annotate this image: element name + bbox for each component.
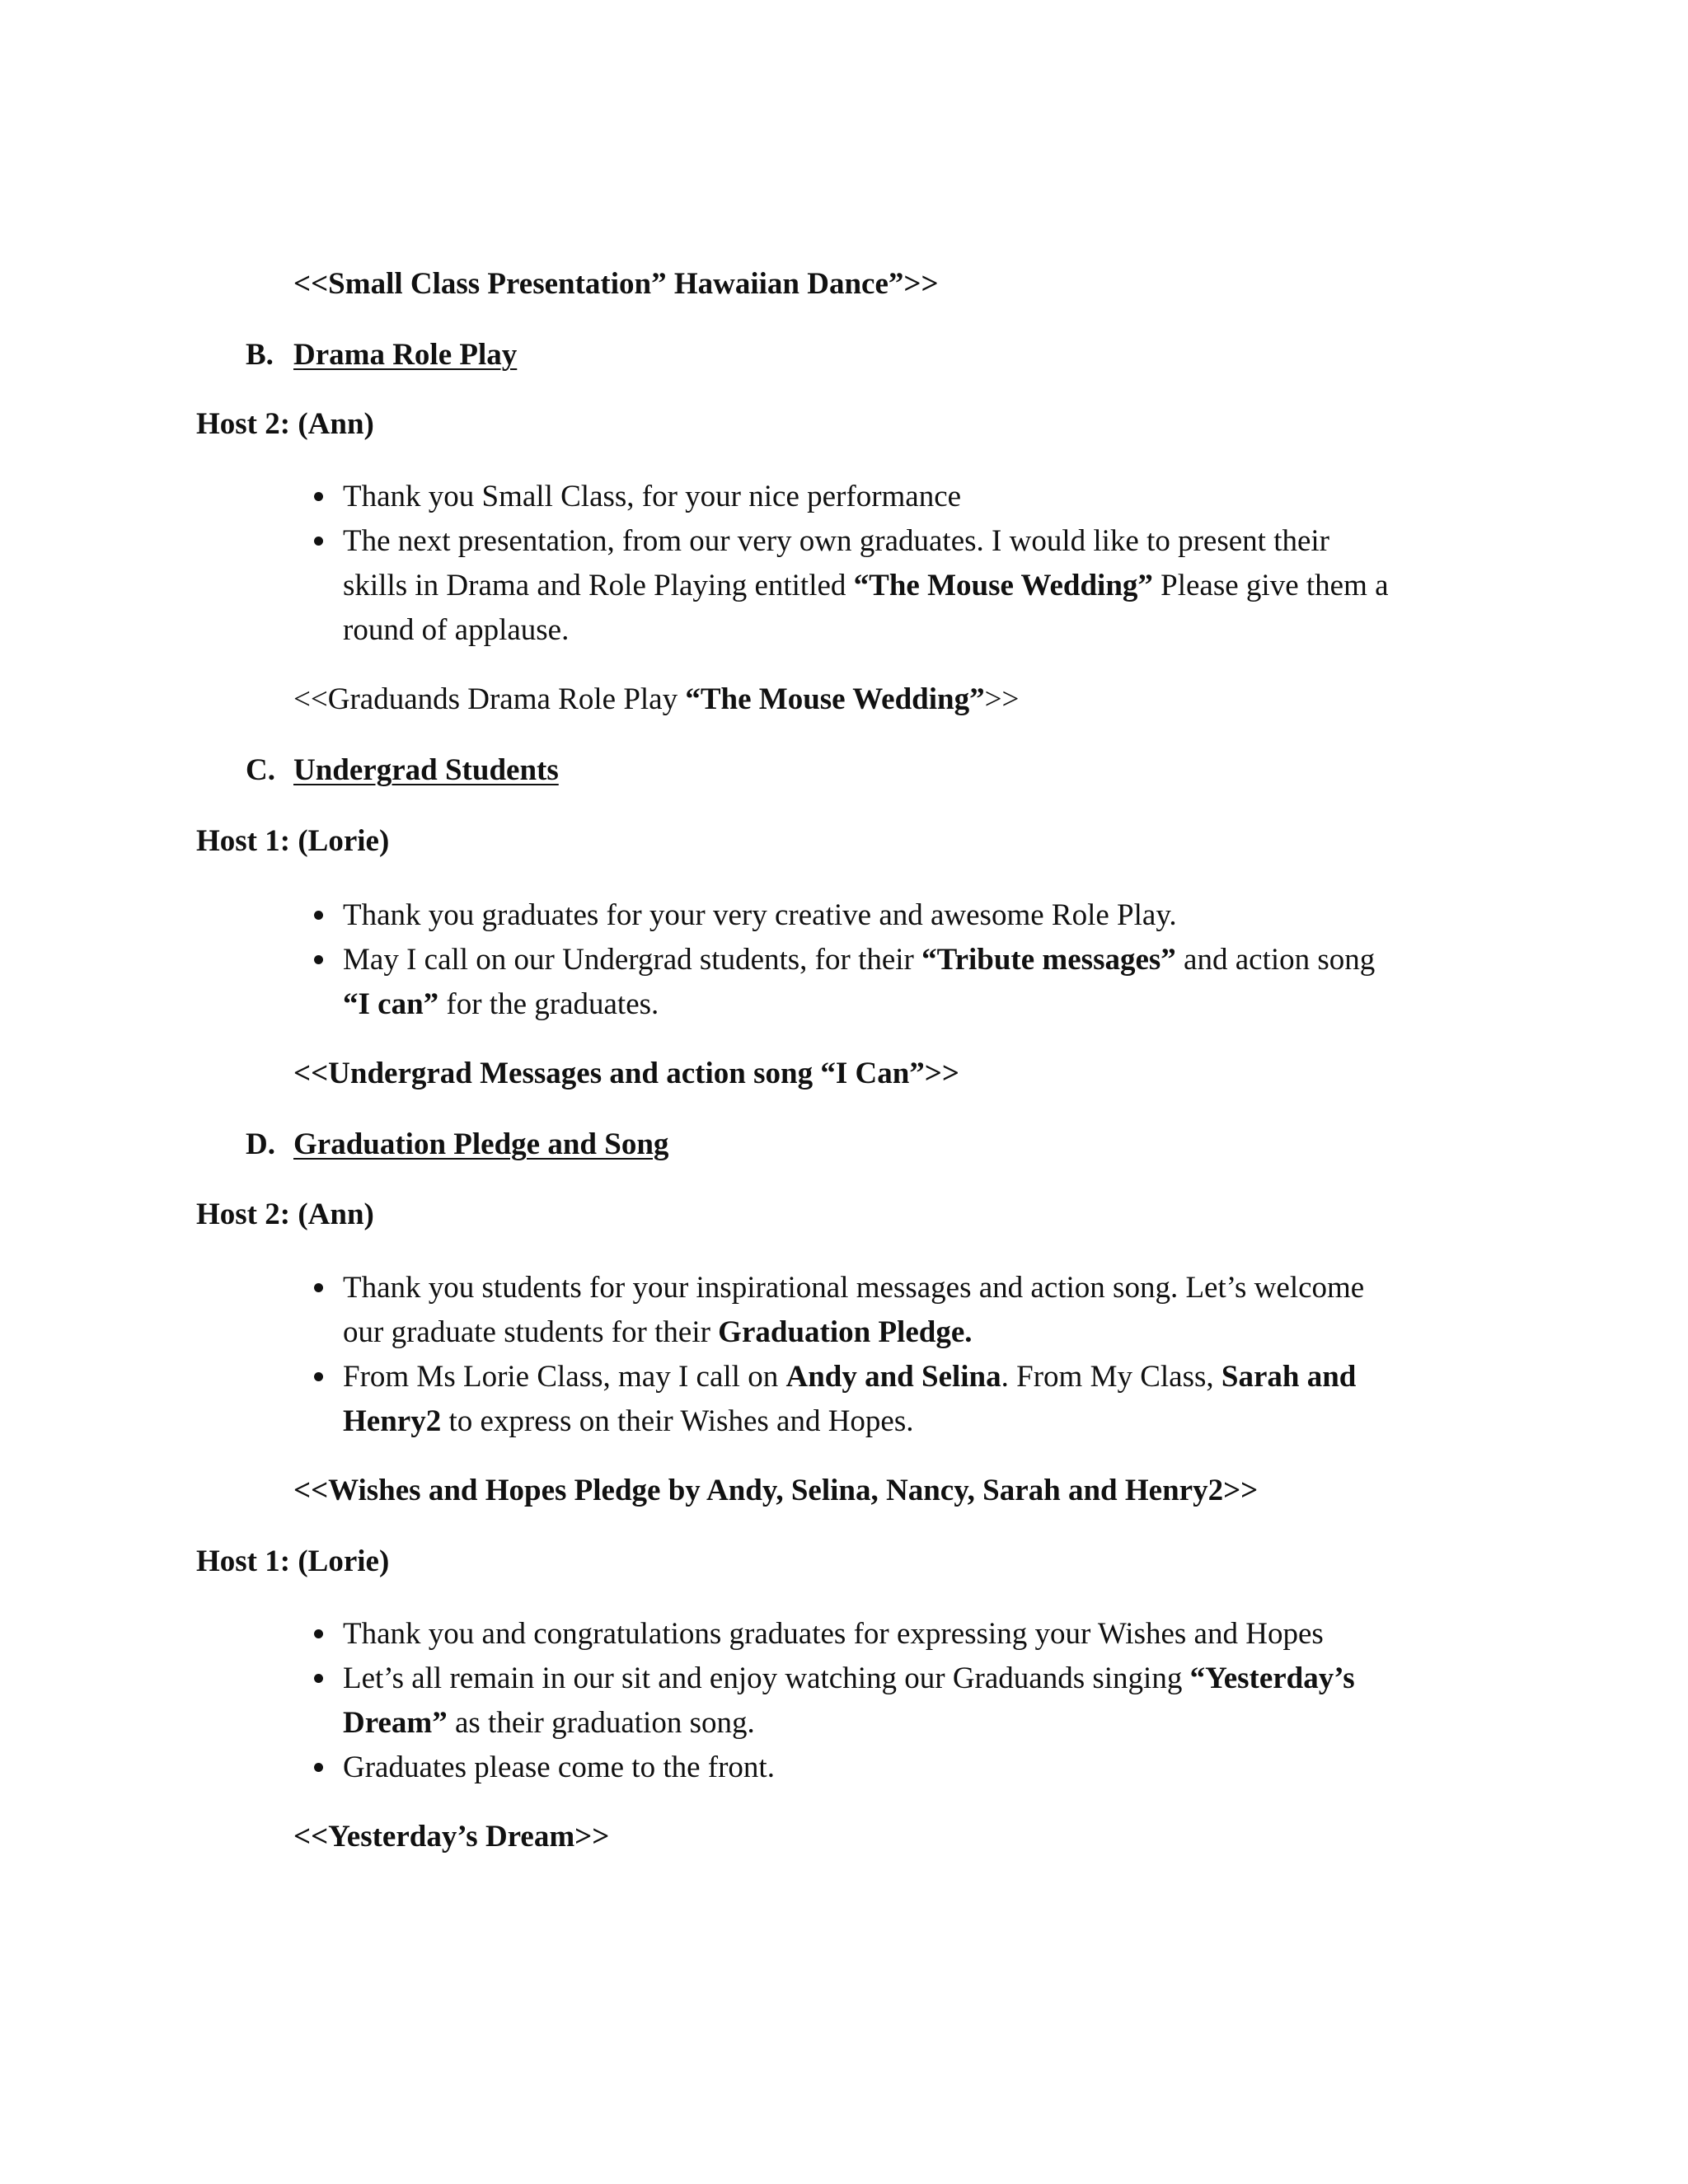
small-class-presentation-cue: <<Small Class Presentation” Hawaiian Dance”>>: [293, 267, 939, 301]
text-run: and action song: [1175, 943, 1376, 977]
host-heading-ann: Host 2: (Ann): [196, 1197, 374, 1231]
list-item-continuation: [343, 1399, 914, 1444]
list-item: Graduates please come to the front.: [343, 1750, 775, 1784]
text-run: for the graduates.: [438, 987, 659, 1021]
bullet-icon: [314, 955, 323, 964]
bullet-icon: [314, 537, 323, 546]
text-run-bold: “I can”: [343, 987, 439, 1021]
section-d-title: Graduation Pledge and Song: [293, 1127, 669, 1161]
list-item: Thank you and congratulations graduates for expressing your Wishes and Hopes: [343, 1617, 1324, 1651]
list-item-continuation: [343, 1701, 755, 1746]
list-item: [343, 1355, 1356, 1399]
list-item: The next presentation, from our very own graduates. I would like to present their: [343, 524, 1330, 558]
bullet-icon: [314, 1763, 323, 1772]
host-heading-lorie: Host 1: (Lorie): [196, 1544, 390, 1578]
list-item: [343, 938, 1375, 982]
undergrad-messages-cue: <<Undergrad Messages and action song “I Can”>>: [293, 1057, 959, 1090]
text-run-bold: Henry2: [343, 1404, 442, 1438]
text-run-bold: Andy and Selina: [785, 1360, 1001, 1394]
list-item-continuation: [343, 982, 659, 1027]
section-c-letter: C.: [246, 753, 275, 787]
bullet-icon: [314, 492, 323, 501]
text-run-bold: “The Mouse Wedding”: [685, 682, 985, 716]
list-item: Thank you Small Class, for your nice performance: [343, 480, 962, 513]
list-item: Thank you graduates for your very creative and awesome Role Play.: [343, 898, 1177, 932]
text-run-bold: “Tribute messages”: [921, 943, 1176, 977]
text-run-bold: “Yesterday’s: [1189, 1661, 1355, 1695]
text-run-bold: Graduation Pledge.: [718, 1315, 973, 1349]
wishes-hopes-pledge-cue: <<Wishes and Hopes Pledge by Andy, Selina, Nancy, Sarah and Henry2>>: [293, 1474, 1259, 1507]
yesterdays-dream-cue: <<Yesterday’s Dream>>: [293, 1820, 610, 1854]
host-heading-lorie: Host 1: (Lorie): [196, 824, 390, 858]
section-d-letter: D.: [246, 1127, 275, 1161]
text-run: to express on their Wishes and Hopes.: [441, 1404, 914, 1438]
bullet-icon: [314, 1372, 323, 1381]
text-run: Please give them a: [1152, 569, 1389, 602]
text-run: Let’s all remain in our sit and enjoy watching our Graduands singing: [343, 1661, 1190, 1695]
section-b-title: Drama Role Play: [293, 338, 518, 372]
text-run: as their graduation song.: [447, 1706, 755, 1740]
section-c-title: Undergrad Students: [293, 753, 559, 787]
text-run-bold: Sarah and: [1221, 1360, 1357, 1394]
list-item: [343, 1657, 1355, 1701]
text-run: our graduate students for their: [343, 1315, 719, 1349]
bullet-icon: [314, 1283, 323, 1292]
text-run: . From My Class,: [1001, 1360, 1221, 1394]
text-run: <<Graduands Drama Role Play: [293, 682, 686, 716]
bullet-icon: [314, 1629, 323, 1638]
list-item-continuation: [343, 564, 1389, 608]
text-run-bold: “The Mouse Wedding”: [853, 569, 1153, 602]
list-item-continuation: round of applause.: [343, 613, 570, 647]
text-run: May I call on our Undergrad students, for their: [343, 943, 922, 977]
list-item-continuation: [343, 1310, 973, 1355]
host-heading-ann: Host 2: (Ann): [196, 407, 374, 441]
text-run: >>: [984, 682, 1020, 716]
bullet-icon: [314, 1674, 323, 1683]
text-run-bold: Dream”: [343, 1706, 448, 1740]
text-run: From Ms Lorie Class, may I call on: [343, 1360, 786, 1394]
bullet-icon: [314, 911, 323, 920]
section-b-letter: B.: [246, 338, 274, 372]
list-item: Thank you students for your inspirational messages and action song. Let’s welcome: [343, 1271, 1365, 1305]
text-run: skills in Drama and Role Playing entitled: [343, 569, 854, 602]
drama-role-play-cue: [293, 677, 1019, 722]
